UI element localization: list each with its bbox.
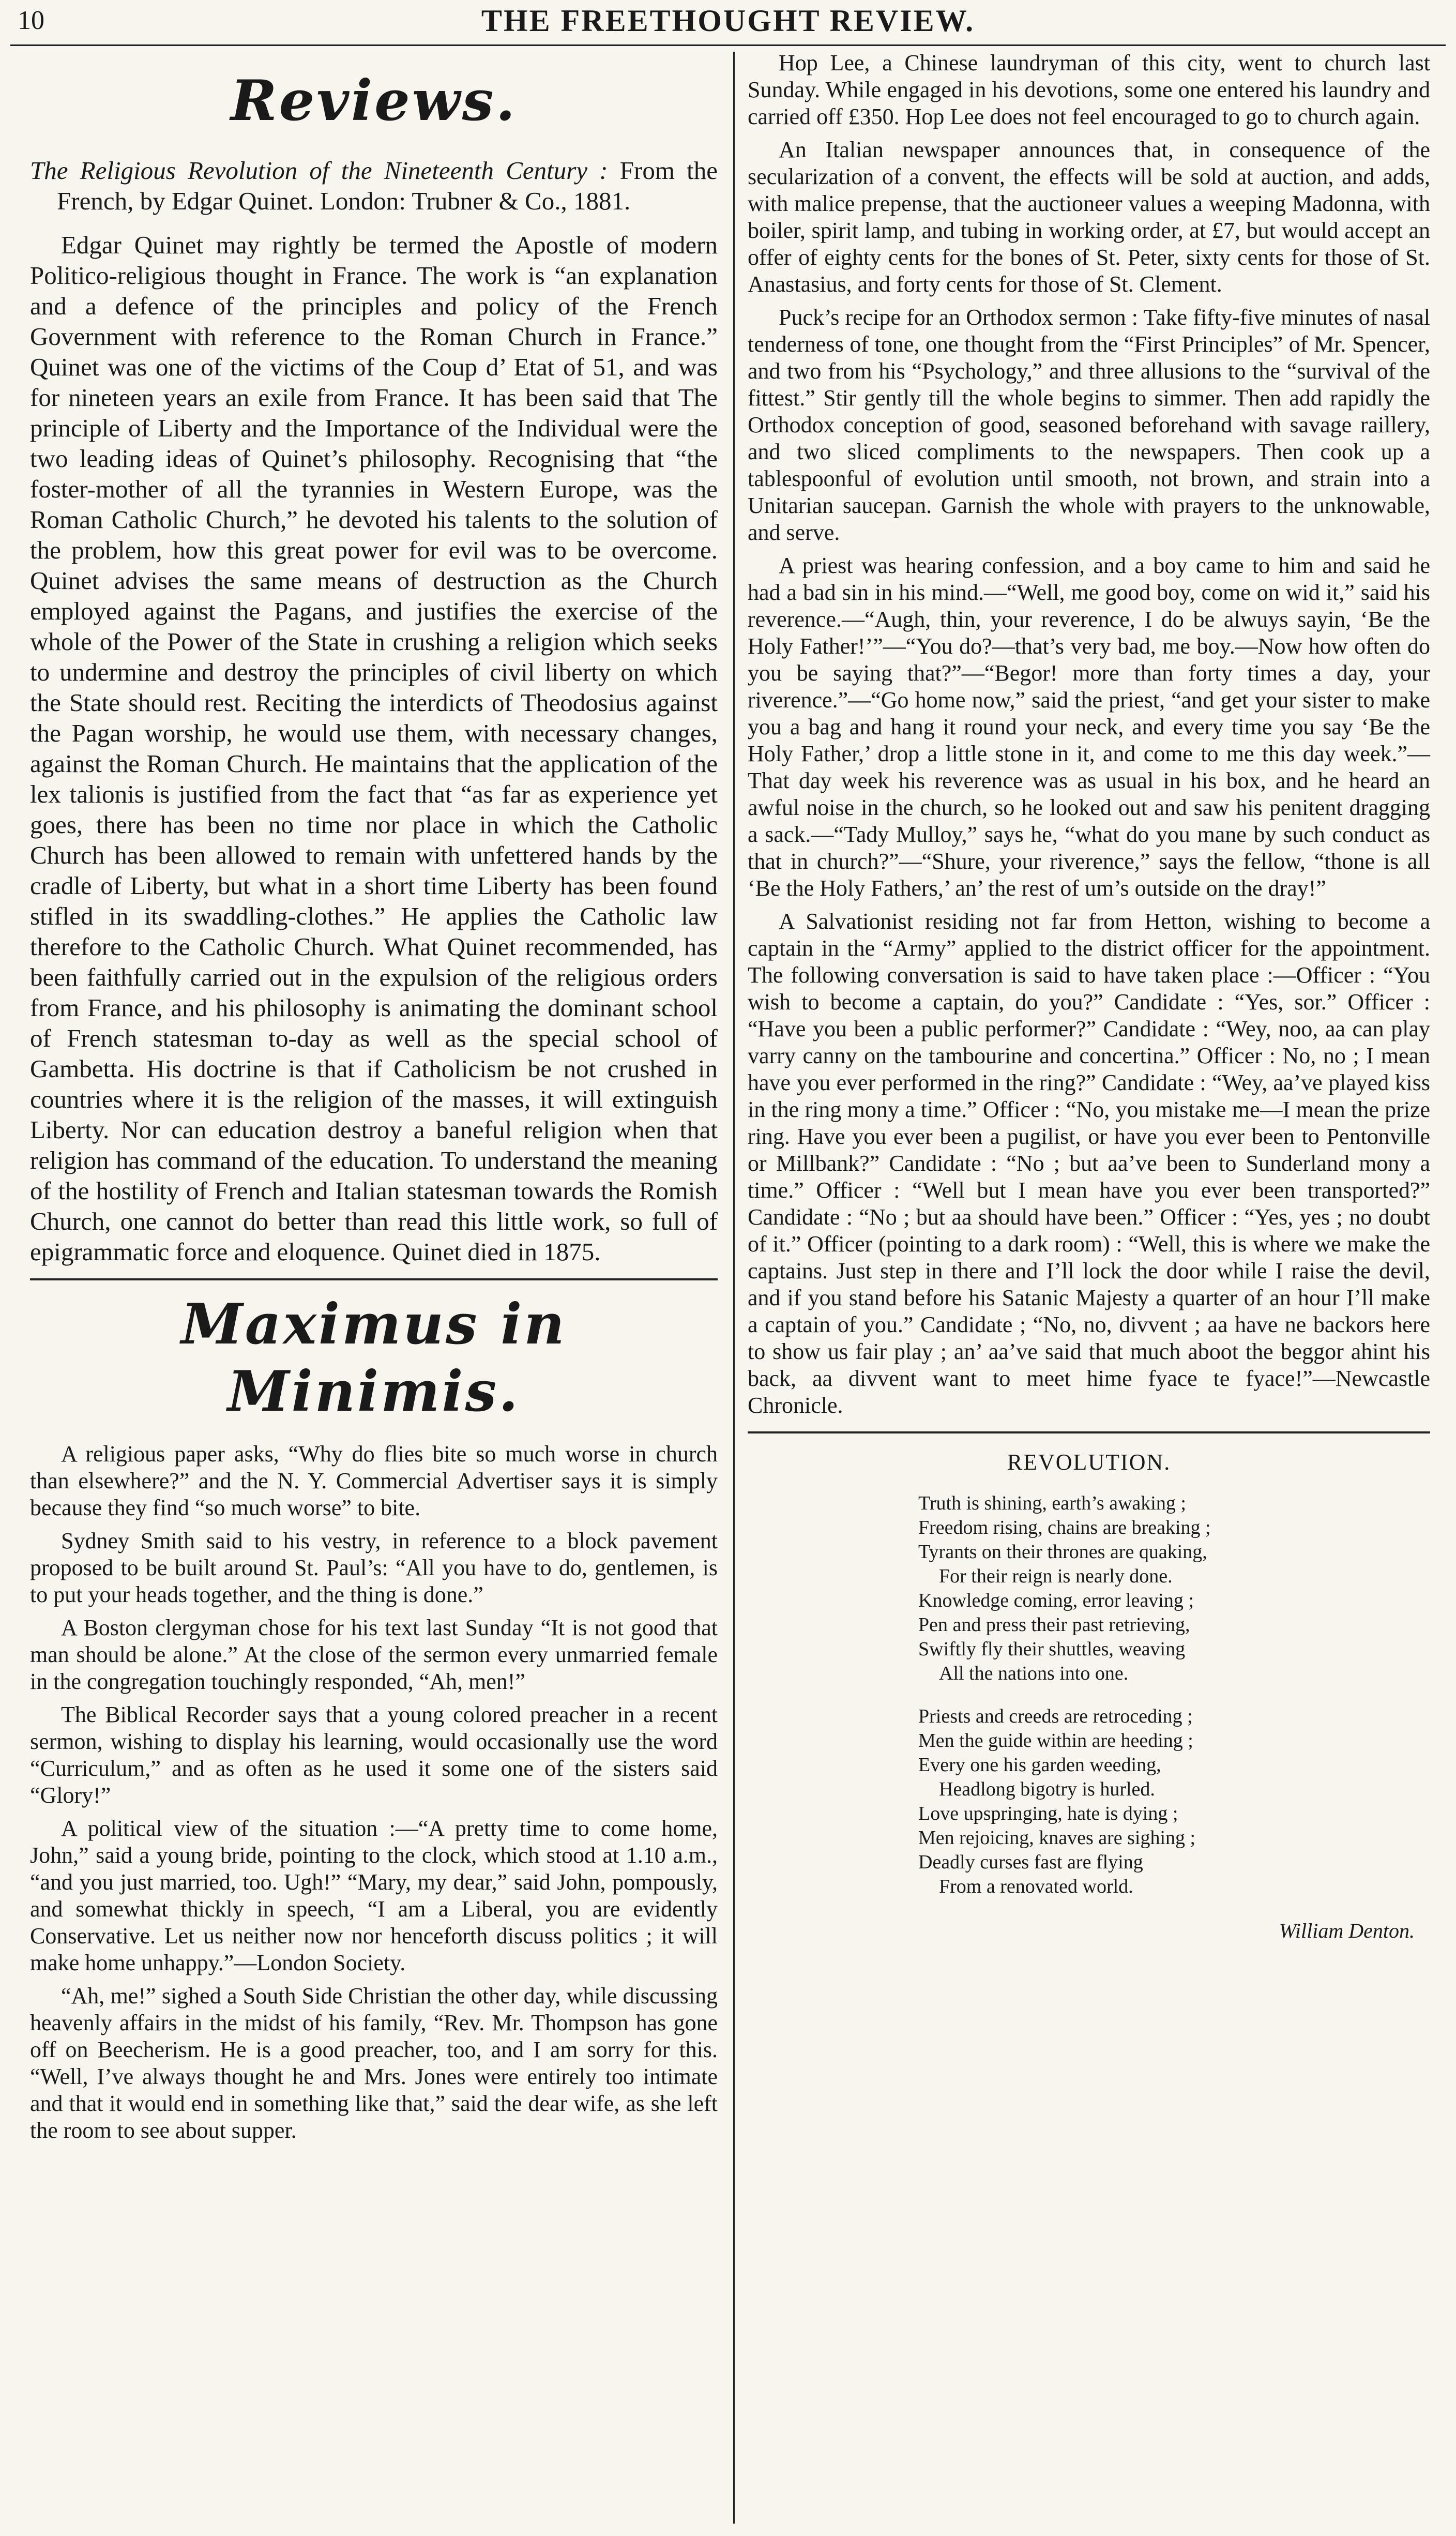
masthead-title: THE FREETHOUGHT REVIEW.	[481, 4, 975, 38]
maxims-heading: Maximus in Minimis.	[181, 1292, 567, 1424]
book-title: The Religious Revolution of the Nineteenth Century :	[30, 156, 608, 185]
section-rule	[748, 1431, 1430, 1433]
book-reference	[30, 155, 718, 216]
maxim-paragraph: A priest was hearing confession, and a boy came to him and said he had a bad sin in his mind.—“Well, me good boy, come on wid it,” said his reverence.—“Augh, thin, your reverence, I do be alwuys sayin, ‘Be the Holy Father!’”—“You do?—that’s very bad, me boy.—Now how often do you be saying that?”—“Begor! more than forty times a day, your riverence.”—“Go home now,” said the priest, “and get your sister to make you a bag and hang it round your neck, and every time you say ‘Be the Holy Father,’ drop a little stone in it, and come to me this day week.”—That day week his reverence was as usual in his box, and he heard an awful noise in the church, so he looked out and saw his penitent dragging a sack.—“Tady Mulloy,” says he, “what do you mane by such conduct as that in church?”—“Shure, your riverence,” says the fellow, “thone is all ‘Be the Holy Fathers,’ an’ the rest of um’s outside on the dray!”	[748, 553, 1430, 901]
poem-line: Men the guide within are heeding ;	[918, 1730, 1193, 1752]
book-publication: From the French, by Edgar Quinet. London: Trubner & Co., 1881.	[57, 156, 718, 215]
poem-line: Men rejoicing, knaves are sighing ;	[918, 1827, 1196, 1849]
poem-line: From a renovated world.	[939, 1876, 1133, 1897]
maxim-paragraph: A Boston clergyman chose for his text last Sunday “It is not good that man should be alone.” At the close of the sermon every unmarried female in the congregation touchingly responded, “Ah, men!”	[30, 1615, 718, 1694]
poem-line: Knowledge coming, error leaving ;	[918, 1590, 1194, 1611]
maxim-paragraph: Hop Lee, a Chinese laundryman of this city, went to church last Sunday. While engaged in his devotions, some one entered his laundry and carried off £350. Hop Lee does not feel encouraged to go to church again.	[748, 50, 1430, 129]
poem-line: Swiftly fly their shuttles, weaving	[918, 1638, 1186, 1660]
maxims-list-left	[30, 1441, 718, 2144]
poem-line: Truth is shining, earth’s awaking ;	[918, 1492, 1186, 1514]
maxims-list-right	[748, 50, 1430, 1419]
poem-line: Headlong bigotry is hurled.	[939, 1778, 1155, 1800]
reviews-heading: Reviews.	[230, 68, 518, 133]
poem-line: Priests and creeds are retroceding ;	[918, 1705, 1193, 1727]
maxim-paragraph: An Italian newspaper announces that, in consequence of the secularization of a convent, the effects will be sold at auction, and adds, with malice prepense, that the auctioneer values a weeping Madonna, with boiler, spirit lamp, and tubing in working order, at £7, but would accept an offer of eighty cents for the bones of St. Peter, sixty cents for those of St. Anastasius, and forty cents for those of St. Clement.	[748, 137, 1430, 297]
right-column	[748, 50, 1430, 1944]
poem-line: Love upspringing, hate is dying ;	[918, 1803, 1178, 1824]
maxim-paragraph: A religious paper asks, “Why do flies bite so much worse in church than elsewhere?” and the N. Y. Commercial Advertiser says it is simply because they find “so much worse” to bite.	[30, 1441, 718, 1520]
poem-line: Tyrants on their thrones are quaking,	[918, 1541, 1207, 1563]
column-divider	[733, 52, 735, 2524]
poem-line: Freedom rising, chains are breaking ;	[918, 1517, 1211, 1538]
maxim-paragraph: “Ah, me!” sighed a South Side Christian the other day, while discussing heavenly affairs in the midst of his family, “Rev. Mr. Thompson has gone off on Beecherism. He is a good preacher, too, and I am sorry for this. “Well, I’ve always thought he and Mrs. Jones were entirely too intimate and that it would end in something like that,” said the dear wife, as she left the room to see about supper.	[30, 1983, 718, 2143]
poem-stanza	[918, 1491, 1430, 1686]
poem-line: Deadly curses fast are flying	[918, 1851, 1143, 1873]
maxim-paragraph: A political view of the situation :—“A pretty time to come home, John,” said a young bride, pointing to the clock, which stood at 1.10 a.m., “and you just married, too. Ugh!” “Mary, my dear,” said John, pompously, and somewhat thickly in speech, “I am a Liberal, you are evidently Conservative. Let us neither now nor henceforth discuss politics ; it will make home unhappy.”—London Society.	[30, 1816, 718, 1975]
poem-body	[918, 1491, 1430, 1899]
poem-author: William Denton.	[1279, 1919, 1415, 1942]
maxim-paragraph: The Biblical Recorder says that a young colored preacher in a recent sermon, wishing to display his learning, would occasionally use the word “Curriculum,” and as often as he used it some one of the sisters said “Glory!”	[30, 1702, 718, 1808]
maxim-paragraph: Sydney Smith said to his vestry, in reference to a block pavement proposed to be built around St. Paul’s: “All you have to do, gentlemen, is to put your heads together, and the thing is done.”	[30, 1528, 718, 1607]
poem-line: All the nations into one.	[939, 1663, 1129, 1684]
poem-line: Every one his garden weeding,	[918, 1754, 1161, 1776]
left-column	[30, 57, 718, 2150]
poem-title: REVOLUTION.	[1007, 1450, 1171, 1475]
poem-line: Pen and press their past retrieving,	[918, 1614, 1190, 1636]
poem-line: For their reign is nearly done.	[939, 1565, 1173, 1587]
review-body: Edgar Quinet may rightly be termed the Apostle of modern Politico-religious thought in France. The work is “an explanation and a defence of the principles and policy of the French Government with reference to the Roman Church in France.” Quinet was one of the victims of the Coup d’ Etat of 51, and was for nineteen years an exile from France. It has been said that The principle of Liberty and the Importance of the Individual were the two leading ideas of Quinet’s philosophy. Recognising that “the foster-mother of all the tyrannies in Western Europe, was the Roman Catholic Church,” he devoted his talents to the solution of the problem, how this great power for evil was to be overcome. Quinet advises the same means of destruction as the Church employed against the Pagans, and justifies the exercise of the whole of the Power of the State in crushing a religion which seeks to undermine and destroy the principles of civil liberty on which the State should rest. Reciting the interdicts of Theodosius against the Pagan worship, he would use them, with necessary changes, against the Roman Church. He maintains that the application of the lex talionis is justified from the fact that “as far as experience yet goes, there has been no time nor place in which the Catholic Church has been allowed to remain with unfettered hands by the cradle of Liberty, but what in a short time Liberty has been found stifled in its swaddling-clothes.” He applies the Catholic law therefore to the Catholic Church. What Quinet recommended, has been faithfully carried out in the expulsion of the religious orders from France, and his philosophy is animating the dominant school of French statesman to-day as well as the special school of Gambetta. His doctrine is that if Catholicism be not crushed in countries where it is the religion of the masses, it will extinguish Liberty. Nor can education destroy a baneful religion when that religion has command of the education. To understand the meaning of the hostility of French and Italian statesman towards the Romish Church, one cannot do better than read this little work, so full of epigrammatic force and eloquence. Quinet died in 1875.	[30, 231, 718, 1266]
page-number: 10	[18, 6, 44, 35]
section-rule	[30, 1278, 718, 1280]
page-header	[10, 0, 1446, 46]
maxim-paragraph: Puck’s recipe for an Orthodox sermon : Take fifty-five minutes of nasal tenderness of tone, one thought from the “First Principles” of Mr. Spencer, and two from his “Psychology,” and three allusions to the “survival of the fittest.” Stir gently till the whole begins to simmer. Then add rapidly the Orthodox conception of good, seasoned beforehand with savage raillery, and two sliced compliments to the newspapers. Then cook up a tablespoonful of evolution until smooth, not brown, and strain into a Unitarian saucepan. Garnish the whole with prayers to the unknowable, and serve.	[748, 305, 1430, 545]
maxim-paragraph: A Salvationist residing not far from Hetton, wishing to become a captain in the “Army” applied to the district officer for the appointment. The following conversation is said to have taken place :—Officer : “You wish to become a captain, do you?” Candidate : “Yes, sor.” Officer : “Have you been a public performer?” Candidate : “Wey, noo, aa can play varry canny on the tambourine and concertina.” Officer : No, no ; I mean have you ever performed in the ring?” Candidate : “Wey, aa’ve played kiss in the ring mony a time.” Officer : “No, you mistake me—I mean the prize ring. Have you ever been a pugilist, or have you ever been to Pentonville or Millbank?” Candidate : “No ; but aa’ve been to Sunderland mony a time.” Officer : “Well but I mean have you ever been transported?” Candidate : “No ; but aa should have been.” Officer : “Yes, yes ; no doubt of it.” Officer (pointing to a dark room) : “Well, this is where we make the captains. Just step in there and I’ll lock the door while I raise the devil, and if you stand before his Satanic Majesty a quarter of an hour I’ll make a captain of you.” Candidate ; “No, no, divvent ; aa have ne backors here to show us fair play ; an’ aa’ve said that much aboot the beggor ahint his back, aa divvent want to meet hime fyace te fyace!”—Newcastle Chronicle.	[748, 909, 1430, 1418]
poem-stanza	[918, 1704, 1430, 1899]
